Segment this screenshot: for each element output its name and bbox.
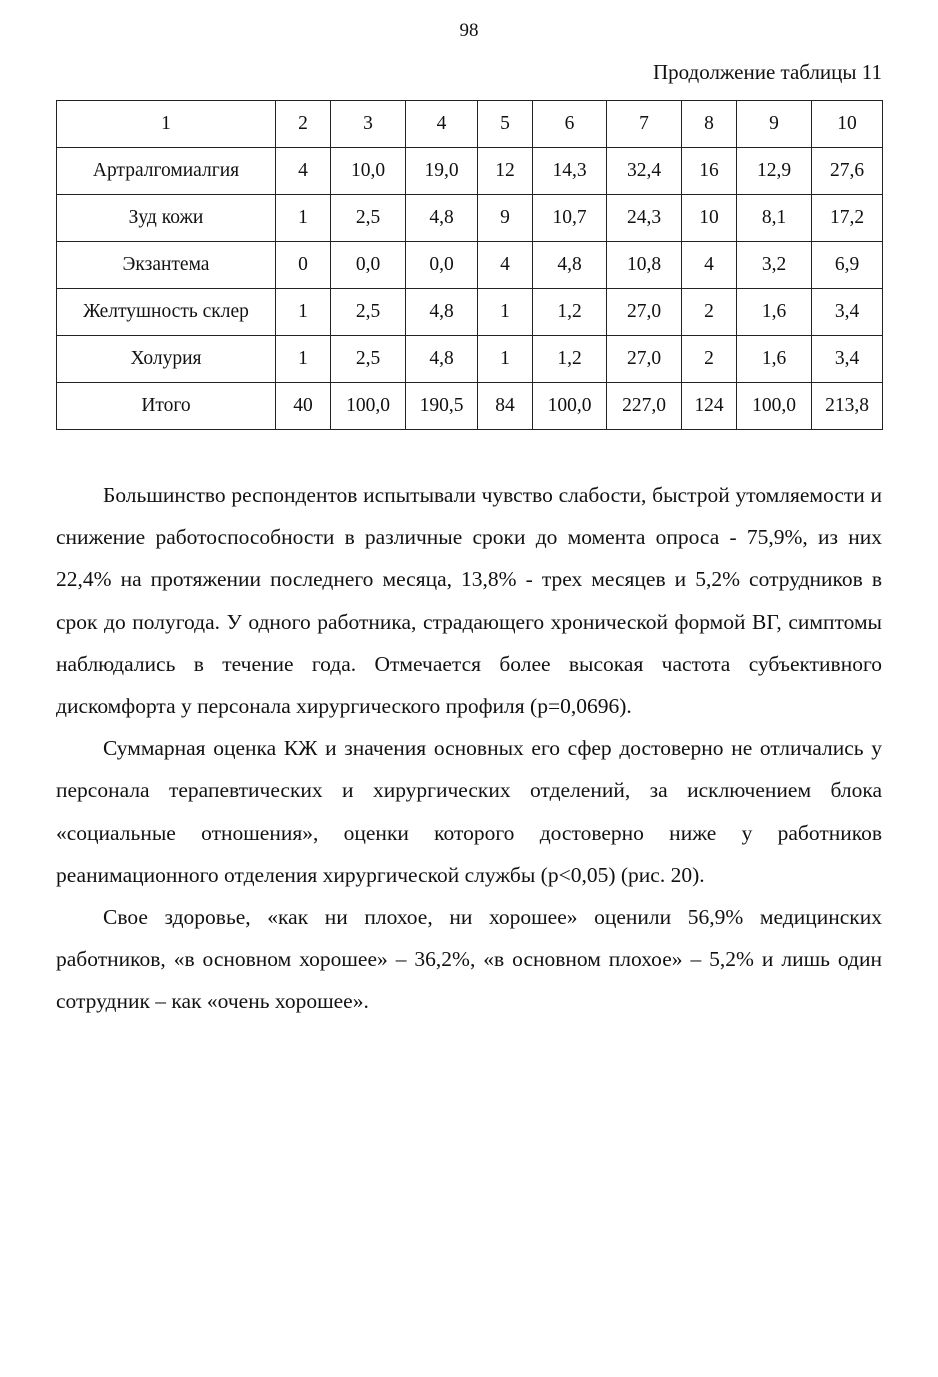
table-cell: 12,9: [737, 148, 812, 195]
header-cell: 9: [737, 101, 812, 148]
table-cell: 4: [478, 242, 533, 289]
table-cell: 10,8: [607, 242, 682, 289]
table-cell: 100,0: [533, 383, 607, 430]
table-cell: 27,0: [607, 289, 682, 336]
table-cell: 1,2: [533, 289, 607, 336]
table-cell: 100,0: [737, 383, 812, 430]
row-label: Зуд кожи: [57, 195, 276, 242]
table-cell: 1: [276, 336, 331, 383]
table-cell: 1: [478, 336, 533, 383]
table-cell: 4,8: [406, 195, 478, 242]
table-cell: 9: [478, 195, 533, 242]
table-cell: 2,5: [331, 336, 406, 383]
table-caption: Продолжение таблицы 11: [652, 60, 882, 84]
header-cell: 6: [533, 101, 607, 148]
data-table: [56, 100, 883, 430]
table-cell: 4,8: [533, 242, 607, 289]
table-total-row: [57, 383, 883, 430]
table-row: [57, 242, 883, 289]
row-label: Желтушность склер: [57, 289, 276, 336]
table-cell: 1: [478, 289, 533, 336]
row-label: Итого: [57, 383, 276, 430]
table-cell: 32,4: [607, 148, 682, 195]
table-cell: 1,2: [533, 336, 607, 383]
table-cell: 24,3: [607, 195, 682, 242]
table-row: [57, 148, 883, 195]
table-cell: 213,8: [812, 383, 883, 430]
table-cell: 4,8: [406, 289, 478, 336]
table-cell: 8,1: [737, 195, 812, 242]
header-cell: 10: [812, 101, 883, 148]
table-row: [57, 336, 883, 383]
paragraph: Суммарная оценка КЖ и значения основных его сфер достоверно не отличались у персонала терапевтических и хирургических отделений, за исключением блока «социальные отношения», оценки которого достоверно ниже у работников реанимационного отделения хирургической службы (p<0,05) (рис. 20).: [56, 736, 882, 887]
table-cell: 190,5: [406, 383, 478, 430]
table-cell: 12: [478, 148, 533, 195]
table-cell: 2,5: [331, 195, 406, 242]
table-cell: 4,8: [406, 336, 478, 383]
table-cell: 3,4: [812, 336, 883, 383]
table-cell: 2: [682, 289, 737, 336]
header-cell: 8: [682, 101, 737, 148]
header-cell: 7: [607, 101, 682, 148]
table-row: [57, 289, 883, 336]
table-cell: 17,2: [812, 195, 883, 242]
table-cell: 3,2: [737, 242, 812, 289]
table-cell: 4: [682, 242, 737, 289]
table-cell: 100,0: [331, 383, 406, 430]
table-cell: 0,0: [331, 242, 406, 289]
table-cell: 4: [276, 148, 331, 195]
table-cell: 84: [478, 383, 533, 430]
table-cell: 3,4: [812, 289, 883, 336]
table-header-row: [57, 101, 883, 148]
row-label: Холурия: [57, 336, 276, 383]
row-label: Артралгомиалгия: [57, 148, 276, 195]
table-cell: 1: [276, 195, 331, 242]
header-cell: 2: [276, 101, 331, 148]
header-cell: 3: [331, 101, 406, 148]
table-cell: 10,7: [533, 195, 607, 242]
body-text: [56, 474, 882, 1023]
header-cell: 1: [57, 101, 276, 148]
table-cell: 2,5: [331, 289, 406, 336]
table-cell: 10: [682, 195, 737, 242]
table-cell: 1: [276, 289, 331, 336]
table-cell: 0: [276, 242, 331, 289]
table-cell: 124: [682, 383, 737, 430]
page-number: 98: [459, 20, 479, 41]
table-cell: 1,6: [737, 289, 812, 336]
table-cell: 27,6: [812, 148, 883, 195]
table-cell: 10,0: [331, 148, 406, 195]
table-row: [57, 195, 883, 242]
table-cell: 27,0: [607, 336, 682, 383]
table-cell: 19,0: [406, 148, 478, 195]
paragraph: Свое здоровье, «как ни плохое, ни хорошее» оценили 56,9% медицинских работников, «в основном хорошее» – 36,2%, «в основном плохое» – 5,2% и лишь один сотрудник – как «очень хорошее».: [56, 905, 882, 1014]
header-cell: 5: [478, 101, 533, 148]
table-cell: 0,0: [406, 242, 478, 289]
table-cell: 227,0: [607, 383, 682, 430]
header-cell: 4: [406, 101, 478, 148]
table-cell: 2: [682, 336, 737, 383]
table-cell: 1,6: [737, 336, 812, 383]
table-cell: 16: [682, 148, 737, 195]
table-cell: 14,3: [533, 148, 607, 195]
paragraph: Большинство респондентов испытывали чувство слабости, быстрой утомляемости и снижение работоспособности в различные сроки до момента опроса - 75,9%, из них 22,4% на протяжении последнего месяца, 13,8% - трех месяцев и 5,2% сотрудников в срок до полугода. У одного работника, страдающего хронической формой ВГ, симптомы наблюдались в течение года. Отмечается более высокая частота субъективного дискомфорта у персонала хирургического профиля (p=0,0696).: [56, 483, 882, 719]
table-cell: 6,9: [812, 242, 883, 289]
row-label: Экзантема: [57, 242, 276, 289]
table-cell: 40: [276, 383, 331, 430]
